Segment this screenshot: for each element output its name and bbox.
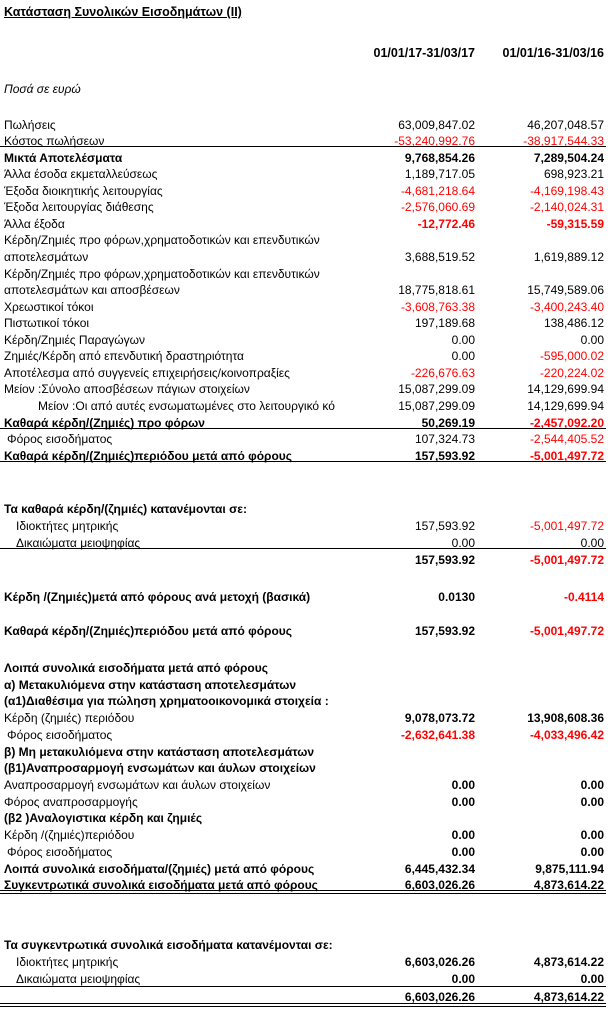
row-label: Τα συγκεντρωτικά συνολικά εισοδήματα κατανέμονται σε: xyxy=(4,938,333,952)
row-label: Ζημιές/Κέρδη από επενδυτική δραστηριότητα xyxy=(4,349,244,363)
row-label: Καθαρά κέρδη/(Ζημιές)περιόδου μετά από φόρους xyxy=(4,624,293,638)
table-row xyxy=(0,711,610,725)
value-2017: 197,189.68 xyxy=(414,316,475,330)
value-2017: 6,603,026.26 xyxy=(404,878,475,892)
table-row xyxy=(0,990,610,1004)
row-label: (β2 )Αναλογιστικα κέρδη και ζημιές xyxy=(4,811,203,825)
row-label: αποτελεσμάτων xyxy=(4,250,89,264)
row-label: Χρεωστικοί τόκοι xyxy=(4,300,94,314)
value-2017: 63,009,847.02 xyxy=(398,118,475,132)
row-label: Καθαρά κέρδη/(Ζημιές)περιόδου μετά από φόρους xyxy=(4,449,293,463)
value-2016: 0.00 xyxy=(580,845,604,859)
double-underline xyxy=(0,1003,606,1007)
value-2017: 0.00 xyxy=(451,845,475,859)
column-header-2017: 01/01/17-31/03/17 xyxy=(373,46,475,60)
value-2017: 50,269.19 xyxy=(421,416,475,430)
table-row xyxy=(0,283,610,297)
value-2016: -5,001,497.72 xyxy=(529,519,604,533)
value-2016: 9,875,111.94 xyxy=(535,862,604,876)
row-label: Άλλα έξοδα xyxy=(4,217,65,231)
table-row xyxy=(0,151,610,165)
row-label: Κέρδη (ζημιές) περιόδου xyxy=(4,711,135,725)
row-label: Αναπροσαρμογή ενσωμάτων και άυλων στοιχείων xyxy=(4,778,271,792)
double-underline xyxy=(0,890,606,894)
value-2016: 138,486.12 xyxy=(543,316,604,330)
row-label: Φόρος αναπροσαρμογής xyxy=(4,795,138,809)
value-2016: 0.00 xyxy=(580,828,604,842)
table-row xyxy=(0,694,610,708)
value-2017: 9,078,073.72 xyxy=(404,711,475,725)
value-2017: -4,681,218.64 xyxy=(400,184,475,198)
value-2017: 1,189,717.05 xyxy=(404,167,475,181)
table-row xyxy=(0,399,610,413)
row-label: Μείον :Σύνολο αποσβέσεων πάγιων στοιχείων xyxy=(4,382,250,396)
row-label: αποτελεσμάτων και αποσβέσεων xyxy=(4,283,180,297)
value-2016: 0.00 xyxy=(580,536,604,550)
value-2016: 0.00 xyxy=(580,972,604,986)
value-2017: 0.0130 xyxy=(438,590,475,604)
value-2017: 157,593.92 xyxy=(414,449,475,463)
value-2016: 13,908,608.36 xyxy=(527,711,604,725)
value-2016: -595,000.02 xyxy=(539,349,604,363)
value-2017: 6,603,026.26 xyxy=(404,955,475,969)
value-2017: 9,768,854.26 xyxy=(404,151,475,165)
row-label: Φόρος εισοδήματος xyxy=(7,845,113,859)
value-2017: 157,593.92 xyxy=(414,624,475,638)
row-label: Ιδιοκτήτες μητρικής xyxy=(16,519,119,533)
value-2016: -5,001,497.72 xyxy=(529,624,604,638)
table-row xyxy=(0,745,610,759)
table-row xyxy=(0,795,610,809)
value-2017: 0.00 xyxy=(451,349,475,363)
value-2016: 14,129,699.94 xyxy=(527,382,604,396)
row-label: Κέρδη/Ζημιές προ φόρων,χρηματοδοτικών και επενδυτικών xyxy=(4,233,320,247)
value-2017: -2,632,641.38 xyxy=(400,728,475,742)
value-2017: 3,688,519.52 xyxy=(404,250,475,264)
value-2017: -3,608,763.38 xyxy=(400,300,475,314)
value-2017: 15,087,299.09 xyxy=(398,382,475,396)
table-row xyxy=(0,661,610,675)
table-row xyxy=(0,333,610,347)
row-label: (α1)Διαθέσιμα για πώληση χρηματοοικονομικά στοιχεία : xyxy=(4,694,329,708)
value-2016: 0.00 xyxy=(580,795,604,809)
value-2016: -5,001,497.72 xyxy=(529,553,604,567)
table-row xyxy=(0,590,610,604)
single-underline xyxy=(0,428,606,429)
table-row xyxy=(0,200,610,214)
row-label: Έξοδα λειτουργίας διάθεσης xyxy=(4,200,154,214)
value-2016: 0.00 xyxy=(580,778,604,792)
value-2017: 0.00 xyxy=(451,795,475,809)
row-label: Φόρος εισοδήματος xyxy=(7,432,113,446)
row-label: Τα καθαρά κέρδη/(ζημιές) κατανέμονται σε: xyxy=(4,502,247,516)
value-2017: 0.00 xyxy=(451,828,475,842)
table-row xyxy=(0,778,610,792)
value-2017: 6,445,432.34 xyxy=(404,862,475,876)
value-2017: 0.00 xyxy=(451,536,475,550)
table-row xyxy=(0,382,610,396)
table-row xyxy=(0,300,610,314)
value-2016: -2,457,092.20 xyxy=(529,416,604,430)
value-2016: -3,400,243.40 xyxy=(529,300,604,314)
table-row xyxy=(0,811,610,825)
value-2016: 14,129,699.94 xyxy=(527,399,604,413)
table-row xyxy=(0,118,610,132)
value-2016: 7,289,504.24 xyxy=(533,151,604,165)
statement-title: Κατάσταση Συνολικών Εισοδημάτων (ΙΙ) xyxy=(4,5,242,19)
value-2016: 0.00 xyxy=(580,333,604,347)
table-row xyxy=(0,761,610,775)
value-2016: 1,619,889.12 xyxy=(533,250,604,264)
table-row xyxy=(0,267,610,281)
table-row xyxy=(0,167,610,181)
value-2017: 0.00 xyxy=(451,333,475,347)
column-header-2016: 01/01/16-31/03/16 xyxy=(502,46,604,60)
value-2017: -2,576,060.69 xyxy=(400,200,475,214)
row-label: Κέρδη /(Ζημιές)μετά από φόρους ανά μετοχή (βασικά) xyxy=(4,590,311,604)
row-label: Καθαρά κέρδη/(Ζημιές) προ φόρων xyxy=(4,416,205,430)
table-row xyxy=(0,955,610,969)
table-row xyxy=(0,862,610,876)
row-label: Πωλήσεις xyxy=(4,118,56,132)
row-label: Πιστωτικοί τόκοι xyxy=(4,316,90,330)
currency-note: Ποσά σε ευρώ xyxy=(4,82,81,96)
table-row xyxy=(0,432,610,446)
row-label: Μικτά Αποτελέσματα xyxy=(4,151,123,165)
table-row xyxy=(0,502,610,516)
table-row xyxy=(0,845,610,859)
row-label: Δικαιώματα μειοψηφίας xyxy=(16,972,141,986)
row-label: (β1)Αναπροσαρμογή ενσωμάτων και άυλων στοιχείων xyxy=(4,761,316,775)
row-label: Μείον :Οι από αυτές ενσωματωμένες στο λειτουργικό κό xyxy=(38,399,335,413)
value-2016: 15,749,589.06 xyxy=(527,283,604,297)
row-label: Κόστος πωλήσεων xyxy=(4,134,105,148)
row-label: Λοιπά συνολικά εισοδήματα/(ζημιές) μετά από φόρους xyxy=(4,862,315,876)
value-2017: -53,240,992.76 xyxy=(394,134,475,148)
table-row xyxy=(0,728,610,742)
value-2017: -226,676.63 xyxy=(410,366,475,380)
value-2016: 698,923.21 xyxy=(543,167,604,181)
value-2016: -5,001,497.72 xyxy=(529,449,604,463)
row-label: Κέρδη /(ζημιές)περιόδου xyxy=(4,828,135,842)
row-label: Κέρδη/Ζημιές προ φόρων,χρηματοδοτικών και επενδυτικών xyxy=(4,267,320,281)
value-2017: 6,603,026.26 xyxy=(404,990,475,1004)
table-row xyxy=(0,972,610,986)
table-row xyxy=(0,316,610,330)
value-2016: 4,873,614.22 xyxy=(533,955,604,969)
value-2017: 107,324.73 xyxy=(414,432,475,446)
value-2016: 4,873,614.22 xyxy=(533,878,604,892)
value-2017: 18,775,818.61 xyxy=(398,283,475,297)
single-underline xyxy=(0,461,606,462)
row-label: Έξοδα διοικητικής λειτουργίας xyxy=(4,184,163,198)
row-label: Φόρος εισοδήματος xyxy=(7,728,113,742)
row-label: Λοιπά συνολικά εισοδήματα μετά από φόρους xyxy=(4,661,268,675)
value-2016: -4,169,198.43 xyxy=(529,184,604,198)
table-row xyxy=(0,250,610,264)
value-2016: -4,033,496.42 xyxy=(529,728,604,742)
row-label: Άλλα έσοδα εκμεταλλεύσεως xyxy=(4,167,158,181)
row-label: Κέρδη/Ζημιές Παραγώγων xyxy=(4,333,146,347)
value-2017: -12,772.46 xyxy=(417,217,475,231)
value-2016: -38,917,544.33 xyxy=(523,134,604,148)
value-2016: -2,544,405.52 xyxy=(529,432,604,446)
row-label: Αποτέλεσμα από συγγενείς επιχειρήσεις/κοινοπραξίες xyxy=(4,366,290,380)
value-2016: -2,140,024.31 xyxy=(529,200,604,214)
value-2017: 15,087,299.09 xyxy=(398,399,475,413)
table-row xyxy=(0,233,610,247)
single-underline xyxy=(0,986,606,987)
value-2016: 4,873,614.22 xyxy=(533,990,604,1004)
table-row xyxy=(0,938,610,952)
table-row xyxy=(0,366,610,380)
value-2017: 157,593.92 xyxy=(414,553,475,567)
value-2016: -59,315.59 xyxy=(546,217,604,231)
value-2017: 157,593.92 xyxy=(414,519,475,533)
row-label: Ιδιοκτήτες μητρικής xyxy=(16,955,119,969)
table-row xyxy=(0,217,610,231)
value-2016: -0.4114 xyxy=(563,590,604,604)
row-label: β) Μη μετακυλιόμενα στην κατάσταση αποτελεσμάτων xyxy=(4,745,315,759)
single-underline xyxy=(0,548,606,549)
row-label: α) Μετακυλιόμενα στην κατάσταση αποτελεσμάτων xyxy=(4,678,297,692)
table-row xyxy=(0,624,610,638)
table-row xyxy=(0,678,610,692)
table-row xyxy=(0,519,610,533)
row-label: Δικαιώματα μειοψηφίας xyxy=(16,536,141,550)
value-2016: 46,207,048.57 xyxy=(527,118,604,132)
row-label: Συγκεντρωτικά συνολικά εισοδήματα μετά από φόρους xyxy=(4,878,318,892)
value-2017: 0.00 xyxy=(451,972,475,986)
value-2016: -220,224.02 xyxy=(539,366,604,380)
table-row xyxy=(0,349,610,363)
table-row xyxy=(0,828,610,842)
single-underline xyxy=(0,146,606,147)
value-2017: 0.00 xyxy=(451,778,475,792)
table-row xyxy=(0,184,610,198)
table-row xyxy=(0,553,610,567)
